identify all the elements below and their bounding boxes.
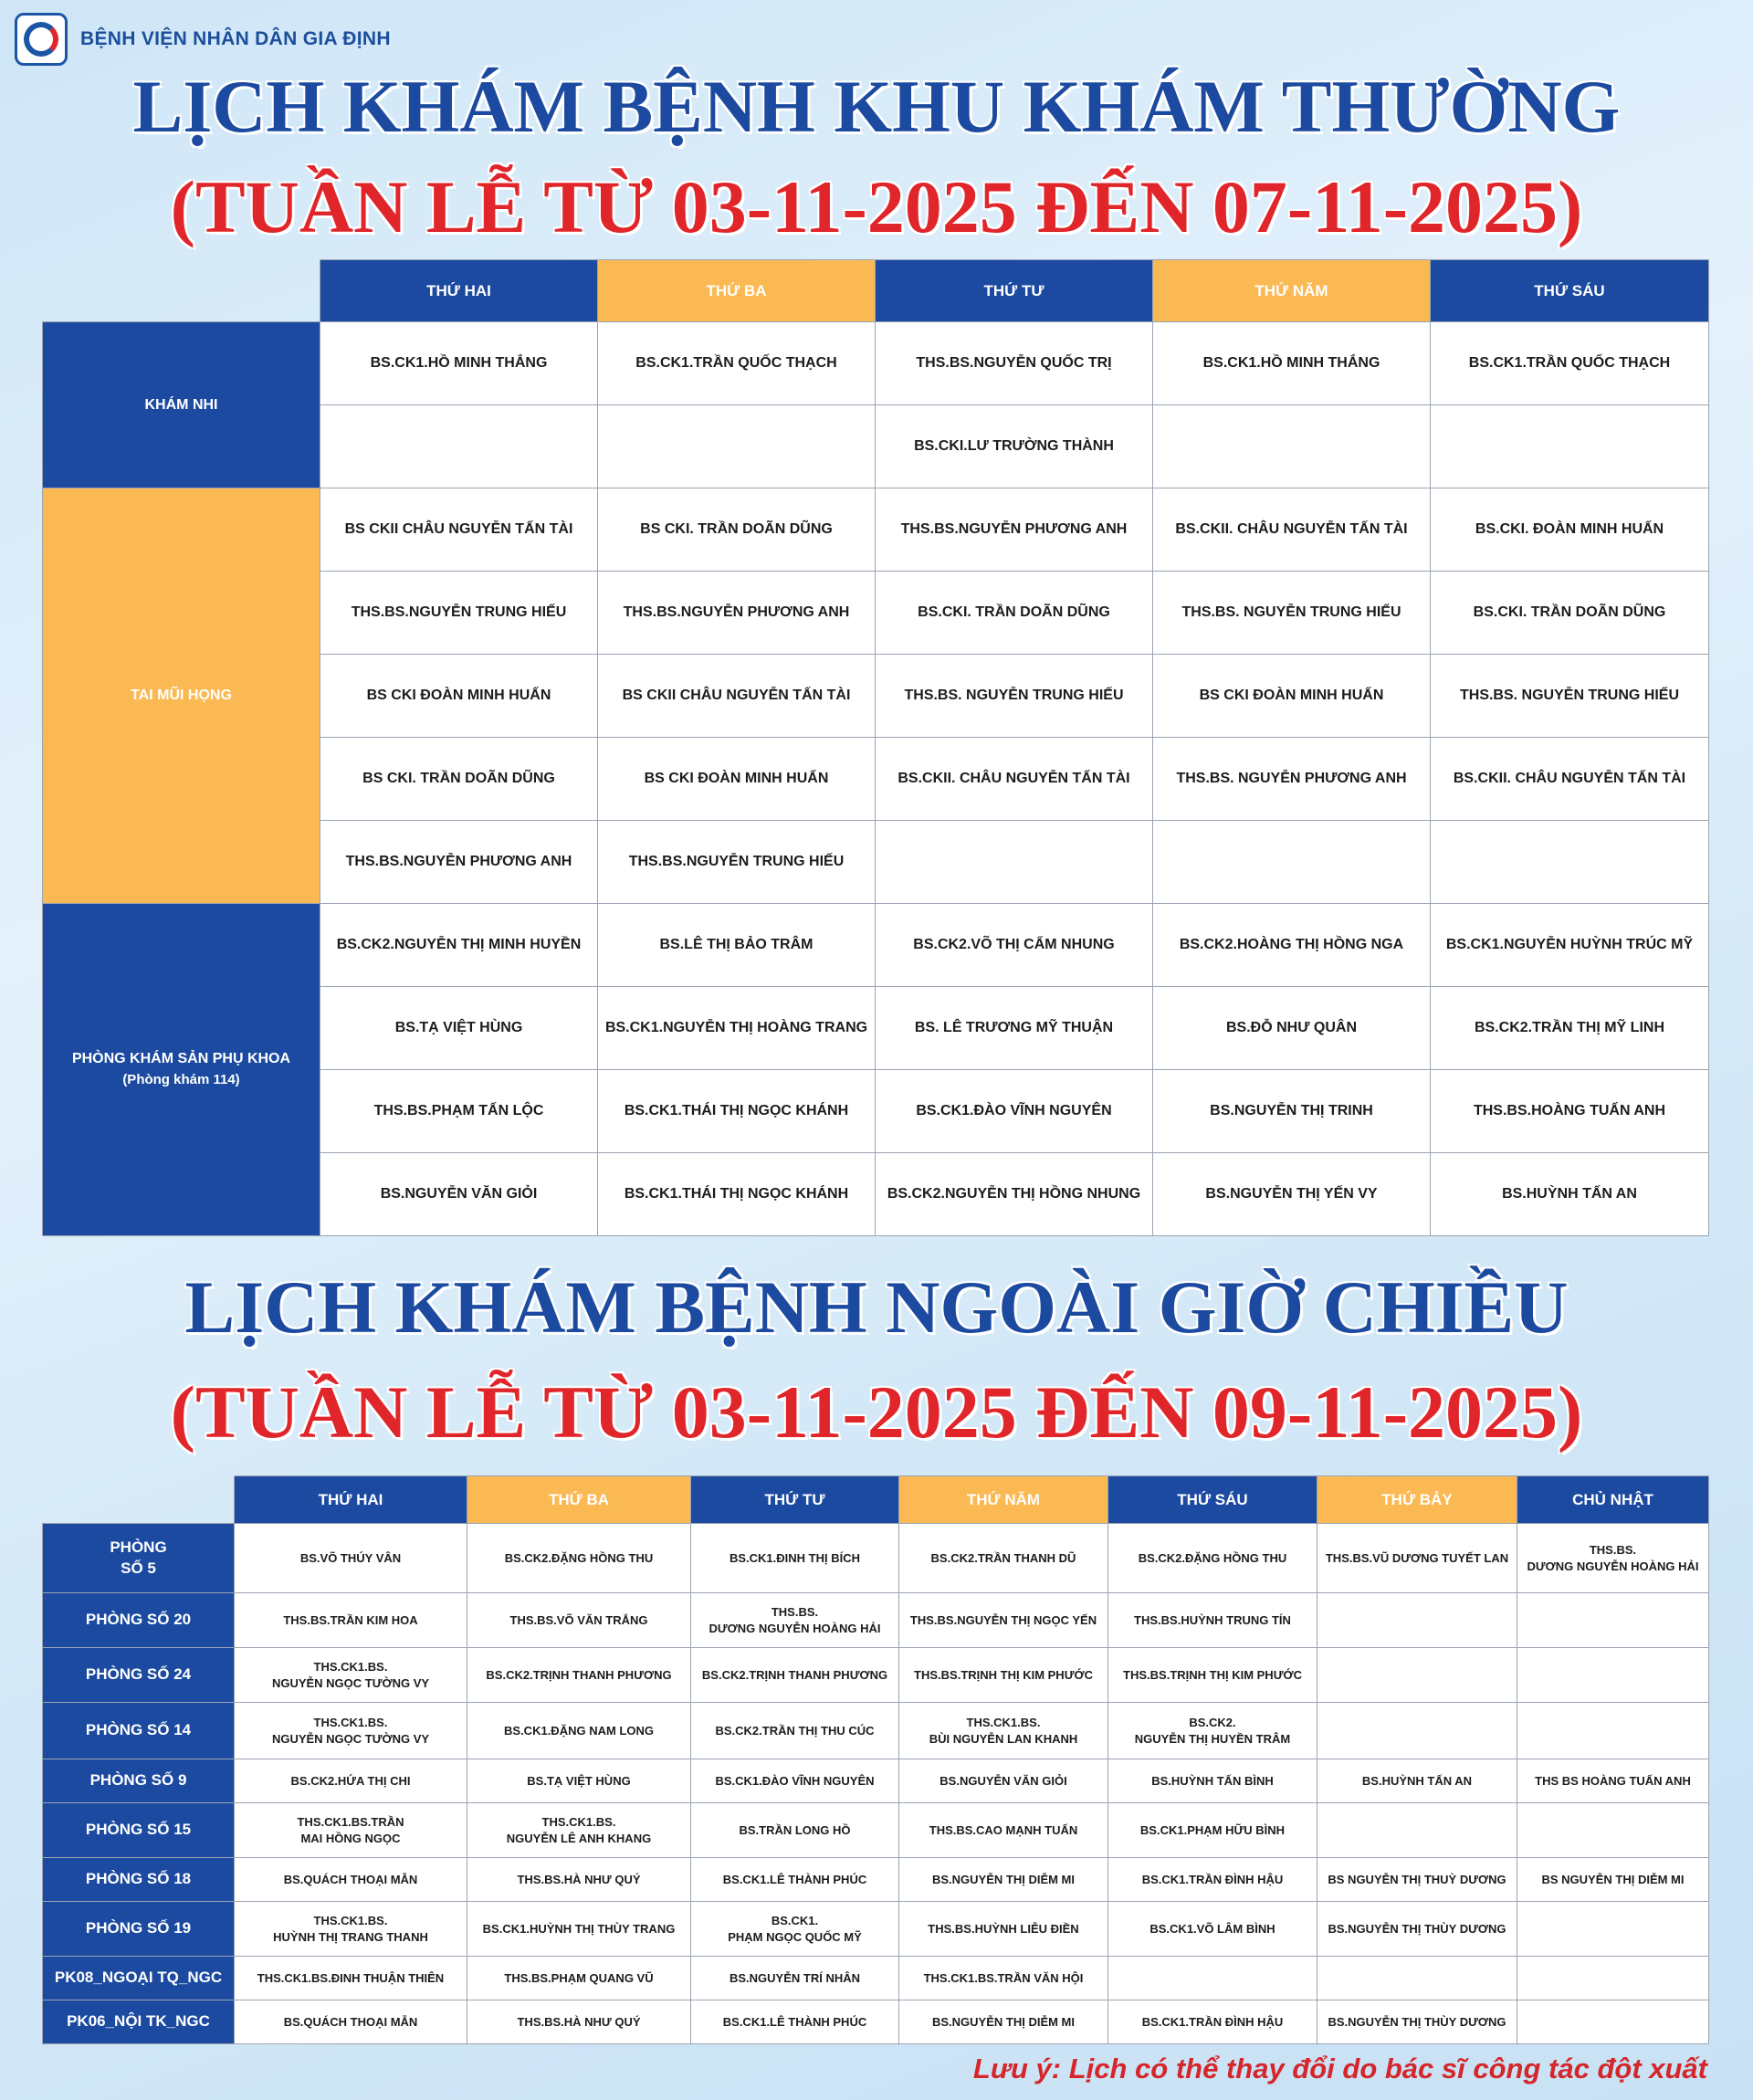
doctor-name-line: NGUYỄN NGỌC TƯỜNG VY — [271, 1731, 430, 1746]
room-label — [43, 1759, 235, 1803]
doctor-cell — [467, 1803, 691, 1858]
doctor-cell — [899, 1593, 1108, 1648]
room-row — [43, 1524, 1709, 1593]
doctor-cell: THS.BS.NGUYỄN PHƯƠNG ANH — [320, 821, 598, 904]
doctor-name-line: BS.HUỲNH TẤN AN — [1361, 1773, 1473, 1788]
doctor-cell — [235, 2000, 467, 2044]
doctor-cell — [467, 1759, 691, 1803]
doctor-name-line: BS.CK2.TRẦN THỊ THU CÚC — [715, 1723, 875, 1738]
room-row — [43, 1957, 1709, 2000]
doctor-cell: THS.BS.NGUYỄN QUỐC TRỊ — [876, 322, 1153, 405]
doctor-cell — [235, 1648, 467, 1703]
doctor-cell: BS. LÊ TRƯƠNG MỸ THUẬN — [876, 987, 1153, 1070]
doctor-cell — [1108, 1524, 1317, 1593]
doctor-cell: BS.CK2.NGUYỄN THỊ HỒNG NHUNG — [876, 1153, 1153, 1236]
doctor-name-line: THS.BS.HÀ NHƯ QUÝ — [517, 2014, 641, 2029]
doctor-cell: BS CKI ĐOÀN MINH HUẤN — [598, 738, 876, 821]
doctor-name-line: THS.BS.NGUYỄN THỊ NGỌC YẾN — [909, 1612, 1097, 1627]
doctor-cell: THS.BS. NGUYỄN PHƯƠNG ANH — [1153, 738, 1431, 821]
room-label — [43, 2000, 235, 2044]
schedule-note: Lưu ý: Lịch có thể thay đổi do bác sĩ công tác đột xuất — [972, 2053, 1707, 2084]
doctor-cell: THS.BS.NGUYỄN PHƯƠNG ANH — [598, 572, 876, 655]
room-row — [43, 1759, 1709, 1803]
doctor-cell — [1517, 1803, 1709, 1858]
section2-subtitle: (TUẦN LỄ TỪ 03-11-2025 ĐẾN 09-11-2025) — [170, 1370, 1583, 1454]
doctor-name-line: BS.CK1.ĐÀO VĨNH NGUYÊN — [715, 1773, 875, 1788]
doctor-name-line: BS.CK1.TRẦN ĐÌNH HẬU — [1141, 2014, 1284, 2029]
day-header-sun: CHỦ NHẬT — [1517, 1476, 1709, 1524]
doctor-cell: BS.CK1.THÁI THỊ NGỌC KHÁNH — [598, 1153, 876, 1236]
doctor-cell — [1517, 2000, 1709, 2044]
doctor-cell — [1317, 1858, 1517, 1902]
doctor-cell — [1517, 1957, 1709, 2000]
doctor-cell: BS.CKI. ĐOÀN MINH HUẤN — [1431, 488, 1709, 572]
doctor-cell: BS.CKI.LƯ TRƯỜNG THÀNH — [876, 405, 1153, 488]
room-row — [43, 1803, 1709, 1858]
doctor-cell: BS CKI ĐOÀN MINH HUẤN — [1153, 655, 1431, 738]
doctor-name-line: NGUYỄN THỊ HUYỀN TRÂM — [1134, 1731, 1291, 1746]
doctor-name-line: PHẠM NGỌC QUỐC MỸ — [728, 1929, 862, 1944]
doctor-cell — [899, 1703, 1108, 1759]
doctor-cell — [899, 1902, 1108, 1957]
regular-header-row — [43, 260, 1709, 322]
doctor-name-line: THS.BS.TRẦN KIM HOA — [283, 1612, 418, 1627]
doctor-name-line: THS.CK1.BS. — [313, 1659, 388, 1674]
doctor-cell — [235, 1803, 467, 1858]
doctor-cell — [1431, 821, 1709, 904]
doctor-cell — [1108, 1593, 1317, 1648]
doctor-name-line: DƯƠNG NGUYỄN HOÀNG HẢI — [709, 1621, 881, 1635]
doctor-cell — [1108, 1703, 1317, 1759]
doctor-cell — [1108, 1759, 1317, 1803]
doctor-cell: THS.BS.HOÀNG TUẤN ANH — [1431, 1070, 1709, 1153]
doctor-name-line: BS NGUYỄN THỊ THUỲ DƯƠNG — [1328, 1872, 1506, 1886]
room-label-line: PHÒNG SỐ 14 — [85, 1721, 192, 1739]
doctor-cell — [1108, 1957, 1317, 2000]
doctor-cell: BS.CKII. CHÂU NGUYỄN TẤN TÀI — [1431, 738, 1709, 821]
room-row — [43, 1858, 1709, 1902]
doctor-cell — [1317, 2000, 1517, 2044]
doctor-name-line: BÙI NGUYỄN LAN KHANH — [929, 1731, 1078, 1746]
doctor-cell — [235, 1703, 467, 1759]
doctor-cell — [467, 1593, 691, 1648]
doctor-cell — [1431, 405, 1709, 488]
doctor-cell: THS.BS. NGUYỄN TRUNG HIẾU — [1153, 572, 1431, 655]
doctor-name-line: BS.CK1. — [771, 1913, 819, 1927]
doctor-name-line: BS.NGUYỄN THỊ THÙY DƯƠNG — [1328, 2014, 1506, 2029]
day-header-wed: THỨ TƯ — [876, 260, 1153, 322]
doctor-name-line: BS.CK1.LÊ THÀNH PHÚC — [722, 2014, 867, 2029]
doctor-cell — [899, 1803, 1108, 1858]
room-label — [43, 1803, 235, 1858]
room-label-line: PHÒNG SỐ 19 — [85, 1919, 192, 1937]
doctor-cell: BS.CK1.TRẦN QUỐC THẠCH — [598, 322, 876, 405]
doctor-cell — [691, 1759, 899, 1803]
doctor-cell — [1517, 1593, 1709, 1648]
day-header-fri: THỨ SÁU — [1108, 1476, 1317, 1524]
doctor-cell — [691, 1902, 899, 1957]
doctor-name-line: NGUYỄN LÊ ANH KHANG — [506, 1831, 652, 1845]
doctor-name-line: THS.BS.CAO MẠNH TUẤN — [929, 1822, 1078, 1837]
doctor-cell — [235, 1902, 467, 1957]
doctor-cell: BS.LÊ THỊ BẢO TRÂM — [598, 904, 876, 987]
doctor-name-line: BS.CK2.ĐẶNG HỒNG THU — [1138, 1550, 1287, 1565]
room-label-line: PK08_NGOẠI TQ_NGC — [54, 1969, 223, 1987]
doctor-cell — [899, 1759, 1108, 1803]
doctor-cell: BS.CK1.THÁI THỊ NGỌC KHÁNH — [598, 1070, 876, 1153]
room-label — [43, 1858, 235, 1902]
section2-title: LỊCH KHÁM BỆNH NGOÀI GIỜ CHIỀU — [184, 1265, 1569, 1349]
doctor-name-line: BS.QUÁCH THOẠI MẪN — [283, 2014, 418, 2029]
department-label-nhi — [43, 322, 320, 488]
doctor-name-line: THS.CK1.BS.ĐINH THUẬN THIÊN — [257, 1970, 445, 1985]
doctor-cell — [235, 1524, 467, 1593]
doctor-cell: THS.BS.NGUYỄN PHƯƠNG ANH — [876, 488, 1153, 572]
doctor-name-line: THS.CK1.BS. — [313, 1715, 388, 1729]
doctor-cell — [1108, 2000, 1317, 2044]
doctor-cell — [691, 1957, 899, 2000]
doctor-cell: THS.BS. NGUYỄN TRUNG HIẾU — [1431, 655, 1709, 738]
doctor-name-line: THS.BS.TRỊNH THỊ KIM PHƯỚC — [914, 1667, 1093, 1682]
section1-title: LỊCH KHÁM BỆNH KHU KHÁM THƯỜNG — [132, 65, 1621, 148]
doctor-name-line: THS.BS. — [771, 1604, 819, 1619]
doctor-name-line: BS.CK2.ĐẶNG HỒNG THU — [504, 1550, 654, 1565]
room-label-line: SỐ 5 — [121, 1559, 156, 1577]
doctor-cell — [1517, 1759, 1709, 1803]
room-label — [43, 1957, 235, 2000]
room-label-line: PK06_NỘI TK_NGC — [67, 2012, 210, 2031]
doctor-name-line: BS.CK1.ĐINH THỊ BÍCH — [729, 1550, 860, 1565]
day-header-fri: THỨ SÁU — [1431, 260, 1709, 322]
doctor-cell: BS.CKI. TRẦN DOÃN DŨNG — [876, 572, 1153, 655]
department-label-spk — [43, 904, 320, 1236]
doctor-cell — [235, 1858, 467, 1902]
doctor-cell: BS CKII CHÂU NGUYỄN TẤN TÀI — [320, 488, 598, 572]
doctor-name-line: DƯƠNG NGUYỄN HOÀNG HẢI — [1527, 1559, 1699, 1573]
doctor-cell: BS.CKII. CHÂU NGUYỄN TẤN TÀI — [1153, 488, 1431, 572]
evening-schedule-table — [42, 1475, 1709, 2044]
doctor-cell: BS.CKI. TRẦN DOÃN DŨNG — [1431, 572, 1709, 655]
doctor-cell: BS.CK1.HỒ MINH THẮNG — [1153, 322, 1431, 405]
doctor-cell — [691, 1593, 899, 1648]
doctor-name-line: BS.TẠ VIỆT HÙNG — [527, 1773, 631, 1788]
doctor-cell — [1317, 1593, 1517, 1648]
room-row — [43, 1902, 1709, 1957]
schedule-row — [43, 488, 1709, 572]
room-label-line: PHÒNG SỐ 18 — [85, 1870, 192, 1888]
doctor-cell: BS.CK1.HỒ MINH THẮNG — [320, 322, 598, 405]
department-label-tmh — [43, 488, 320, 904]
doctor-cell — [467, 1902, 691, 1957]
room-label — [43, 1703, 235, 1759]
doctor-cell: BS.CK1.ĐÀO VĨNH NGUYÊN — [876, 1070, 1153, 1153]
doctor-cell — [1108, 1858, 1317, 1902]
doctor-cell: BS.CK2.HOÀNG THỊ HỒNG NGA — [1153, 904, 1431, 987]
doctor-cell — [1517, 1703, 1709, 1759]
day-header-thu: THỨ NĂM — [899, 1476, 1108, 1524]
doctor-cell — [899, 2000, 1108, 2044]
doctor-cell — [1153, 821, 1431, 904]
room-label — [43, 1593, 235, 1648]
doctor-name-line: THS.BS.VÕ VĂN TRẮNG — [509, 1612, 648, 1627]
doctor-name-line: BS.NGUYỄN TRÍ NHÂN — [729, 1970, 860, 1985]
doctor-name-line: BS.CK2.TRỊNH THANH PHƯƠNG — [701, 1667, 888, 1682]
day-header-mon: THỨ HAI — [235, 1476, 467, 1524]
doctor-cell — [1517, 1524, 1709, 1593]
doctor-cell — [691, 1524, 899, 1593]
doctor-cell — [1517, 1902, 1709, 1957]
doctor-cell: THS.BS.NGUYỄN TRUNG HIẾU — [320, 572, 598, 655]
doctor-name-line: BS.NGUYỄN VĂN GIỎI — [939, 1773, 1067, 1788]
doctor-cell — [467, 1703, 691, 1759]
doctor-cell — [1317, 1703, 1517, 1759]
section1-subtitle: (TUẦN LỄ TỪ 03-11-2025 ĐẾN 07-11-2025) — [170, 165, 1583, 248]
doctor-cell — [235, 1759, 467, 1803]
doctor-cell — [1108, 1902, 1317, 1957]
doctor-name-line: BS.CK2. — [1189, 1715, 1236, 1729]
doctor-name-line: THS.CK1.BS. — [966, 1715, 1041, 1729]
doctor-name-line: THS.CK1.BS. — [541, 1814, 616, 1829]
doctor-cell: THS.BS.NGUYỄN TRUNG HIẾU — [598, 821, 876, 904]
doctor-cell — [1153, 405, 1431, 488]
doctor-cell — [1317, 1524, 1517, 1593]
doctor-cell: BS.CKII. CHÂU NGUYỄN TẤN TÀI — [876, 738, 1153, 821]
doctor-cell — [1517, 1648, 1709, 1703]
doctor-cell — [899, 1957, 1108, 2000]
doctor-cell — [467, 1524, 691, 1593]
evening-header-row — [43, 1476, 1709, 1524]
doctor-name-line: BS.CK1.PHẠM HỮU BÌNH — [1139, 1822, 1286, 1837]
doctor-cell: BS CKI. TRẦN DOÃN DŨNG — [320, 738, 598, 821]
room-label-line: PHÒNG — [110, 1538, 167, 1557]
hospital-header — [15, 13, 391, 66]
hospital-logo-icon — [15, 13, 68, 66]
doctor-cell: BS.NGUYỄN THỊ YẾN VY — [1153, 1153, 1431, 1236]
doctor-name-line: THS.BS.HÀ NHƯ QUÝ — [517, 1872, 641, 1886]
doctor-cell: BS.ĐỖ NHƯ QUÂN — [1153, 987, 1431, 1070]
doctor-name-line: BS.CK1.TRẦN ĐÌNH HẬU — [1141, 1872, 1284, 1886]
department-name: PHÒNG KHÁM SẢN PHỤ KHOA — [71, 1051, 291, 1067]
department-name: KHÁM NHI — [144, 396, 218, 413]
doctor-cell — [1317, 1902, 1517, 1957]
doctor-name-line: THS.CK1.BS. — [313, 1913, 388, 1927]
doctor-name-line: BS.CK1.ĐẶNG NAM LONG — [504, 1723, 654, 1738]
doctor-cell: BS CKI. TRẦN DOÃN DŨNG — [598, 488, 876, 572]
doctor-cell: THS.BS.PHẠM TẤN LỘC — [320, 1070, 598, 1153]
room-label-line: PHÒNG SỐ 24 — [85, 1665, 192, 1684]
doctor-name-line: MAI HỒNG NGỌC — [300, 1831, 401, 1845]
doctor-cell — [1108, 1803, 1317, 1858]
doctor-cell: BS.CK1.NGUYỄN THỊ HOÀNG TRANG — [598, 987, 876, 1070]
doctor-name-line: BS.CK1.LÊ THÀNH PHÚC — [722, 1872, 867, 1886]
room-label — [43, 1902, 235, 1957]
department-sub: (Phòng khám 114) — [122, 1072, 240, 1088]
doctor-cell — [598, 405, 876, 488]
doctor-cell — [1317, 1648, 1517, 1703]
doctor-name-line: THS.BS.HUỲNH LIỄU ĐIỀN — [928, 1921, 1079, 1936]
doctor-cell — [320, 405, 598, 488]
doctor-cell — [899, 1858, 1108, 1902]
doctor-name-line: BS.HUỲNH TẤN BÌNH — [1151, 1773, 1274, 1788]
doctor-name-line: THS.CK1.BS.TRẦN VĂN HỘI — [923, 1970, 1084, 1985]
doctor-cell: BS.HUỲNH TẤN AN — [1431, 1153, 1709, 1236]
doctor-cell — [235, 1593, 467, 1648]
doctor-name-line: THS.CK1.BS.TRẦN — [297, 1814, 404, 1829]
doctor-cell: THS.BS. NGUYỄN TRUNG HIẾU — [876, 655, 1153, 738]
doctor-cell — [876, 821, 1153, 904]
doctor-cell — [467, 1858, 691, 1902]
room-row — [43, 1703, 1709, 1759]
regular-schedule-table — [42, 259, 1709, 1236]
doctor-cell: BS CKII CHÂU NGUYỄN TẤN TÀI — [598, 655, 876, 738]
corner-cell — [43, 260, 320, 322]
doctor-cell: BS.CK2.VÕ THỊ CẨM NHUNG — [876, 904, 1153, 987]
room-label-line: PHÒNG SỐ 15 — [85, 1821, 192, 1839]
doctor-cell — [1317, 1957, 1517, 2000]
schedule-row — [43, 904, 1709, 987]
doctor-name-line: THS BS HOÀNG TUẤN ANH — [1535, 1773, 1691, 1788]
doctor-name-line: BS.VÕ THÚY VÂN — [299, 1550, 402, 1565]
room-row — [43, 1648, 1709, 1703]
room-label-line: PHÒNG SỐ 9 — [89, 1771, 187, 1790]
day-header-sat: THỨ BẢY — [1317, 1476, 1517, 1524]
doctor-name-line: BS.NGUYỄN THỊ THÙY DƯƠNG — [1328, 1921, 1506, 1936]
doctor-cell: BS.TẠ VIỆT HÙNG — [320, 987, 598, 1070]
doctor-name-line: BS.CK1.HUỲNH THỊ THÙY TRANG — [482, 1921, 676, 1936]
corner-cell — [43, 1476, 235, 1524]
doctor-cell — [899, 1524, 1108, 1593]
doctor-cell — [691, 1703, 899, 1759]
doctor-cell — [1317, 1759, 1517, 1803]
doctor-cell — [691, 1858, 899, 1902]
day-header-mon: THỨ HAI — [320, 260, 598, 322]
doctor-cell — [467, 2000, 691, 2044]
doctor-name-line: BS.CK2.TRỊNH THANH PHƯƠNG — [486, 1667, 672, 1682]
doctor-name-line: BS.NGUYỄN THỊ DIỄM MI — [931, 2014, 1075, 2029]
day-header-tue: THỨ BA — [598, 260, 876, 322]
room-row — [43, 1593, 1709, 1648]
doctor-name-line: HUỲNH THỊ TRANG THANH — [273, 1929, 428, 1944]
doctor-cell — [467, 1957, 691, 2000]
doctor-cell — [899, 1648, 1108, 1703]
doctor-cell — [467, 1648, 691, 1703]
doctor-name-line: THS.BS.HUỲNH TRUNG TÍN — [1134, 1612, 1291, 1627]
doctor-cell — [1317, 1803, 1517, 1858]
doctor-cell — [691, 2000, 899, 2044]
room-row — [43, 2000, 1709, 2044]
doctor-cell: BS.CK2.NGUYỄN THỊ MINH HUYỀN — [320, 904, 598, 987]
doctor-cell — [1108, 1648, 1317, 1703]
doctor-name-line: THS.BS. — [1589, 1542, 1637, 1557]
room-label — [43, 1524, 235, 1593]
doctor-cell — [235, 1957, 467, 2000]
doctor-name-line: BS.TRẦN LONG HỒ — [739, 1822, 851, 1837]
doctor-cell: BS.NGUYỄN THỊ TRINH — [1153, 1070, 1431, 1153]
doctor-cell: BS.CK1.NGUYỄN HUỲNH TRÚC MỸ — [1431, 904, 1709, 987]
doctor-cell: BS.NGUYỄN VĂN GIỎI — [320, 1153, 598, 1236]
doctor-name-line: NGUYỄN NGỌC TƯỜNG VY — [271, 1675, 430, 1690]
schedule-row — [43, 322, 1709, 405]
doctor-name-line: BS.NGUYỄN THỊ DIỄM MI — [931, 1872, 1075, 1886]
doctor-cell: BS CKI ĐOÀN MINH HUẤN — [320, 655, 598, 738]
day-header-thu: THỨ NĂM — [1153, 260, 1431, 322]
room-label — [43, 1648, 235, 1703]
doctor-cell — [1517, 1858, 1709, 1902]
doctor-name-line: BS NGUYỄN THỊ DIỄM MI — [1541, 1872, 1685, 1886]
doctor-name-line: THS.BS.PHẠM QUANG VŨ — [504, 1970, 654, 1985]
doctor-cell: BS.CK2.TRẦN THỊ MỸ LINH — [1431, 987, 1709, 1070]
department-name: TAI MŨI HỌNG — [131, 688, 232, 703]
doctor-cell: BS.CK1.TRẦN QUỐC THẠCH — [1431, 322, 1709, 405]
doctor-name-line: THS.BS.VŨ DƯƠNG TUYẾT LAN — [1325, 1550, 1509, 1565]
doctor-name-line: BS.CK1.VÕ LÂM BÌNH — [1149, 1921, 1275, 1936]
day-header-wed: THỨ TƯ — [691, 1476, 899, 1524]
doctor-name-line: BS.CK2.TRẦN THANH DŨ — [930, 1550, 1076, 1565]
day-header-tue: THỨ BA — [467, 1476, 691, 1524]
room-label-line: PHÒNG SỐ 20 — [85, 1611, 192, 1629]
doctor-cell — [691, 1648, 899, 1703]
doctor-cell — [691, 1803, 899, 1858]
doctor-name-line: BS.QUÁCH THOẠI MẪN — [283, 1872, 418, 1886]
hospital-name: BỆNH VIỆN NHÂN DÂN GIA ĐỊNH — [80, 28, 391, 49]
doctor-name-line: BS.CK2.HỨA THỊ CHI — [290, 1773, 411, 1788]
doctor-name-line: THS.BS.TRỊNH THỊ KIM PHƯỚC — [1123, 1667, 1302, 1682]
